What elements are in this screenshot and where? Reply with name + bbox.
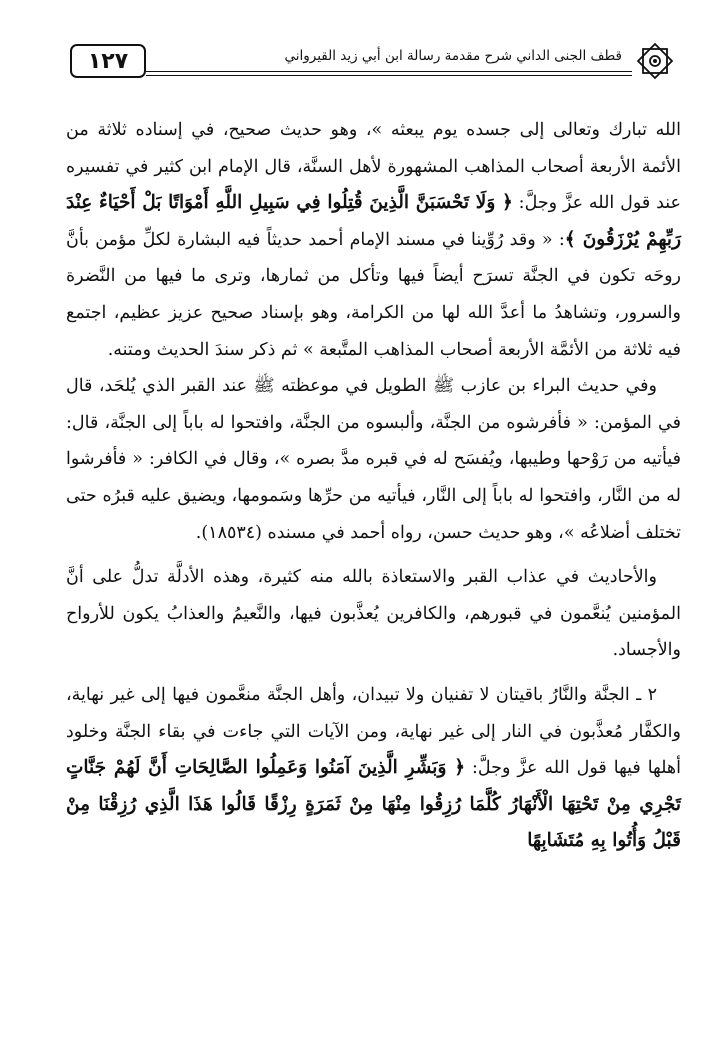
page-header (70, 40, 676, 84)
paragraph-2: وفي حديث البراء بن عازب ﷺ الطويل في موعظته ﷺ عند القبر الذي يُلحَد، قال في المؤمن: « فأفرشوه من الجنَّة، وألبسوه من الجنَّة، وافتحوا له باباً إلى الجنَّة، قال: فيأتيه من رَوْحها وطيبها، ويُفسَح له في قبره مدَّ بصره »، وقال في الكافر: « فأفرشوا له من النَّار، وافتحوا له باباً إلى النَّار، فيأتيه من حرِّها وسَمومها، ويضيق عليه قبرُه حتى تختلف أضلاعُه »، وهو حديث حسن، رواه أحمد في مسنده (١٨٥٣٤). (66, 376, 681, 543)
paragraph-1 (66, 112, 681, 368)
paragraph-text: ٢ ـ الجنَّة والنَّارُ باقيتان لا تفنيان ولا تبيدان، وأهل الجنَّة منعَّمون فيها إلى غير نهاية، والكفَّار مُعذَّبون في النار إلى غير نهاية، ومن الآيات التي جاءت في بقاء الجنَّة وخلود أهلها فيها قول الله عزَّ وجلَّ: (66, 684, 681, 779)
header-rule-bottom (146, 75, 632, 76)
quran-verse: ﴿ وَبَشِّرِ الَّذِينَ آمَنُوا وَعَمِلُوا الصَّالِحَاتِ أَنَّ لَهُمْ جَنَّاتٍ تَجْرِي مِنْ تَحْتِهَا الْأَنْهَارُ كُلَّمَا رُزِقُوا مِنْهَا مِنْ ثَمَرَةٍ رِزْقًا قَالُوا هَذَا الَّذِي رُزِقْنَا مِنْ قَبْلُ وَأُتُوا بِهِ مُتَشَابِهًا (66, 757, 681, 852)
header-rule-top (146, 71, 632, 72)
page-body (66, 112, 681, 860)
octagram-star-icon (634, 40, 676, 82)
page-number: ١٢٧ (70, 44, 146, 78)
paragraph-4 (66, 677, 681, 860)
paragraph-3: والأحاديث في عذاب القبر والاستعاذة بالله منه كثيرة، وهذه الأدلَّة تدلُّ على أنَّ المؤمنين يُنعَّمون في قبورهم، والكافرين يُعذَّبون فيها، والنَّعيمُ والعذابُ يكون للأرواح والأجساد. (66, 567, 681, 661)
book-title: قطف الجنى الداني شرح مقدمة رسالة ابن أبي زيد القيرواني (284, 48, 622, 64)
paragraph-text: : « وقد رُوِّينا في مسند الإمام أحمد حديثاً فيه البشارة لكلِّ مؤمن بأنَّ روحَه تكون في الجنَّة تسرَح أيضاً فيها وتأكل من ثمارها، وترى ما فيها من النَّضرة والسرور، وتشاهدُ ما أعدَّ الله لها من الكرامة، وهو بإسناد صحيح عزيز عظيم، اجتمع فيه ثلاثة من الأئمَّة الأربعة أصحاب المذاهب المتَّبعة » ثم ذكر سندَ الحديث ومتنه. (66, 229, 681, 360)
paragraph-text: الله تبارك وتعالى إلى جسده يوم يبعثه »، وهو حديث صحيح، في إسناده ثلاثة من الأئمة الأربعة أصحاب المذاهب المشهورة لأهل السنَّة، قال الإمام ابن كثير في تفسيره عند قول الله عزَّ وجلَّ: (66, 120, 681, 214)
quran-verse: ﴿ وَلَا تَحْسَبَنَّ الَّذِينَ قُتِلُوا فِي سَبِيلِ اللَّهِ أَمْوَاتًا بَلْ أَحْيَاءٌ عِنْدَ رَبِّهِمْ يُرْزَقُونَ ﴾ (66, 192, 682, 250)
